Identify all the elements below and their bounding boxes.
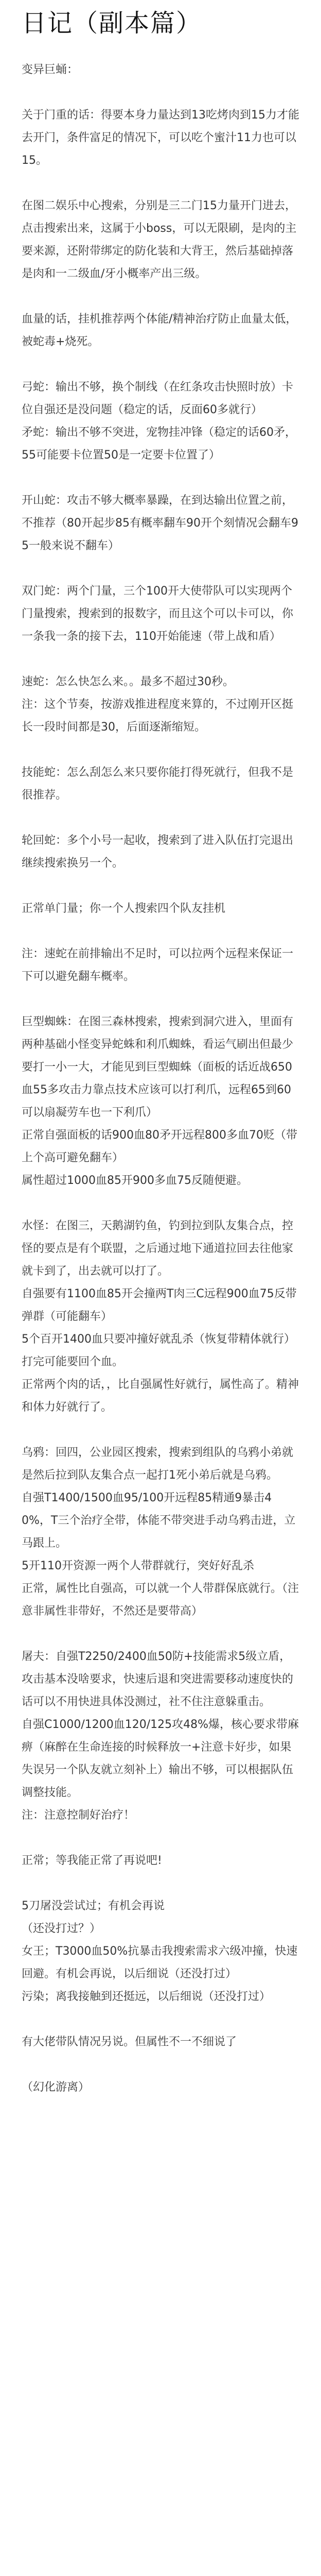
paragraph-signature: （幻化游离）	[22, 2081, 90, 2094]
paragraph-giant-spider: 巨型蜘蛛：在图三森林搜索，搜索到洞穴进入，里面有两种基础小怪变异蛇蛛和利爪蜘蛛，看运气刷出但最少要打一小一大，才能见到巨型蜘蛛（面板的话近战650血55多攻击力靠点技术应该可以打利爪，远程65到60可以扇凝劳车也一下利爪） 正常自强面板的话900血80矛开远程800多血70贬（带上个高可避免翻车） 属性超过1000血85开900多血75反随便避。	[22, 1015, 297, 1187]
paragraph-rotation: 轮回蛇：多个小号一起收，搜索到了进入队伍打完退出继续搜索换另一个。	[22, 834, 294, 870]
paragraph-door-strength: 关于门重的话：得要本身力量达到13吃烤肉到15力才能去开门，条件富足的情况下，可以吃个蜜汁11力也可以15。	[22, 109, 299, 167]
paragraph-crow: 乌鸦：回四，公业园区搜索，搜索到组队的乌鸦小弟就是然后拉到队友集合点一起打1死小弟后就是乌鸦。 自强T1400/1500血95/100开远程85精通9暴击40%，T三个治疗全带，体能不带突进手动乌鸦击进，立马跟上。 5开110开资源一两个人带群就行，突好好乱杀 正常，属性比自强高，可以就一个人带群保底就行。（注意非属性非带好，不然还是要带高）	[22, 1446, 299, 1618]
paragraph-double-door: 双门蛇：两个门量，三个100开大使带队可以实现两个门量搜索，搜索到的报数字，而且这个可以卡可以，你一条我一条的接下去，110开始能速（带上战和盾）	[22, 585, 294, 643]
paragraph-carry: 有大佬带队情况另说。但属性不一不细说了	[22, 2036, 237, 2048]
paragraph-location: 在图二娱乐中心搜索，分别是三二门15力量开门进去，点击搜索出来，这属于小boss，可以无限刷，是肉的主要来源，还附带绑定的防化装和大背王，然后基础掉落是肉和一二级血/牙小概率产出三级。	[22, 199, 297, 280]
paragraph-bow-spear: 弓蛇：输出不够，换个制线（在红条攻击快照时放）卡位自强还是没问题（稳定的话，反面60多就行） 矛蛇：输出不够不突进，宠物挂冲锋（稳定的话60矛，55可能要卡位置50是一定要卡位置了）	[22, 381, 296, 462]
paragraph-single-door: 正常单门量；你一个人搜索四个队友挂机	[22, 902, 226, 915]
page-title: 日记（副本篇）	[22, 9, 202, 38]
paragraph-skill: 技能蛇：怎么刮怎么来只要你能打得死就行，但我不是很推荐。	[22, 766, 294, 802]
paragraph-normal: 正常；等我能正常了再说吧!	[22, 1854, 162, 1867]
paragraph-speed: 速蛇：怎么快怎么来。。最多不超过30秒。 注：这个节奏，按游戏推进程度来算的，不过刚开区挺长一段时间都是30，后面逐渐缩短。	[22, 675, 294, 734]
paragraph-kaishan: 开山蛇：攻击不够大概率暴躁，在到达输出位置之前，不推荐（80开起步85有概率翻车90开个刻情况会翻车95一般来说不翻车）	[22, 494, 298, 552]
paragraph-water-monster: 水怪：在图三，天鹅湖钓鱼，钓到拉到队友集合点，控怪的要点是有个联盟，之后通过地下通道拉回去往他家就卡到了，出去就可以打了。 自强要有1100血85开会撞两T肉三C远程900血75反带弹群（可能翻车） 5个百开1400血只要冲撞好就乱杀（恢复带精体就行）打完可能要回个血。 正常两个肉的话，，比自强属性好就行，属性高了。精神和体力好就行了。	[22, 1219, 299, 1414]
paragraph-note-speed: 注：速蛇在前排输出不足时，可以拉两个远程来保证一下可以避免翻车概率。	[22, 947, 294, 983]
paragraph-intro: 变异巨蛹：	[22, 63, 79, 76]
paragraph-hp: 血量的话，挂机推荐两个体能/精神治疗防止血量太低，被蛇毒+烧死。	[22, 313, 297, 348]
paragraph-untried: 5刀屠没尝试过；有机会再说 （还没打过？） 女王；T3000血50%抗暴击我搜索需求六级冲撞，快速回避。有机会再说，以后细说（还没打过） 污染；离我接触到还挺远，以后细说（还没打过）	[22, 1900, 298, 2003]
paragraph-butcher: 屠夫：自强T2250/2400血50防+技能需求5级立盾，攻击基本没啥要求，快速后退和突进需要移动速度快的话可以不用快进具体没测过，社不住注意躲重击。 自强C1000/1200血120/125攻48%爆，核心要求带麻痹（麻醉在生命连接的时候释放一+注意卡好步，如果失误另一个队友就立刻补上）输出不够，可以根据队伍调整技能。 注：注意控制好治疗！	[22, 1650, 299, 1822]
